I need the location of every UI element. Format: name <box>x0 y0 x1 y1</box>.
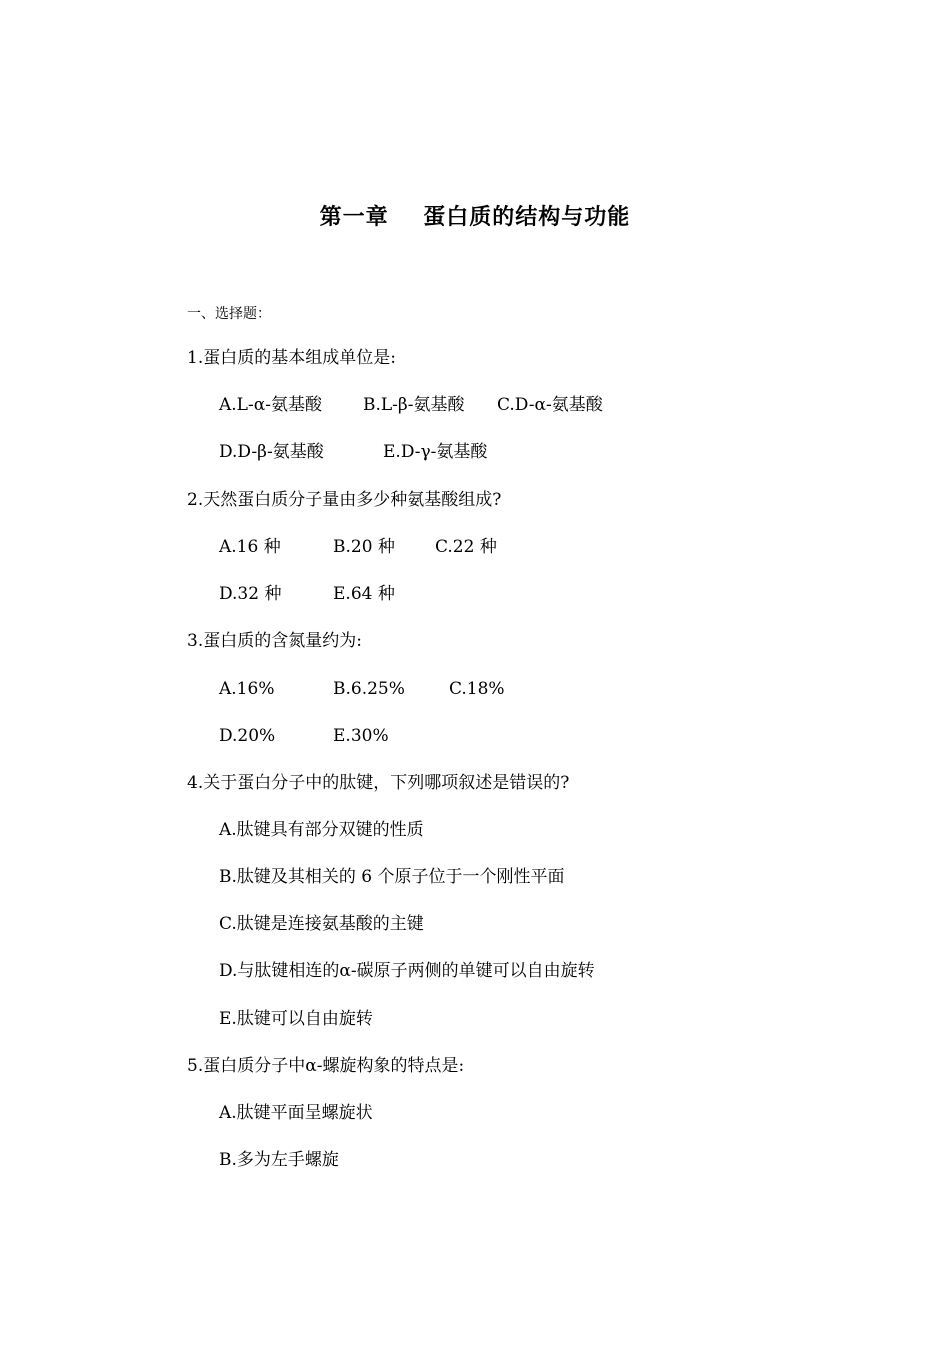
question-3-option-c: C.18% <box>449 679 505 699</box>
question-1-option-e: E.D-γ-氨基酸 <box>383 442 488 462</box>
question-2-option-e: E.64 种 <box>333 584 395 604</box>
question-4-option-c: C.肽键是连接氨基酸的主键 <box>219 914 424 934</box>
question-1-stem: 1.蛋白质的基本组成单位是: <box>187 348 396 368</box>
chapter-title: 第一章 蛋白质的结构与功能 <box>319 205 631 230</box>
question-5-option-b: B.多为左手螺旋 <box>219 1150 339 1170</box>
question-1-option-c: C.D-α-氨基酸 <box>497 395 603 415</box>
question-2-option-a: A.16 种 <box>219 537 281 557</box>
question-4-option-a: A.肽键具有部分双键的性质 <box>219 820 424 840</box>
question-1-option-b: B.L-β-氨基酸 <box>363 395 465 415</box>
question-4-option-d: D.与肽键相连的α-碳原子两侧的单键可以自由旋转 <box>219 961 595 981</box>
question-2-option-b: B.20 种 <box>333 537 395 557</box>
section-heading: 一、选择题： <box>187 306 271 322</box>
question-5-stem: 5.蛋白质分子中α-螺旋构象的特点是: <box>187 1056 465 1076</box>
question-2-option-c: C.22 种 <box>435 537 497 557</box>
question-2-stem: 2.天然蛋白质分子量由多少种氨基酸组成? <box>187 490 502 510</box>
question-4-stem: 4.关于蛋白分子中的肽键，下列哪项叙述是错误的? <box>187 773 570 793</box>
question-3-option-b: B.6.25% <box>333 679 405 699</box>
question-3-option-e: E.30% <box>333 726 389 746</box>
question-3-stem: 3.蛋白质的含氮量约为: <box>187 631 362 651</box>
question-5-option-a: A.肽键平面呈螺旋状 <box>219 1103 373 1123</box>
question-4-option-e: E.肽键可以自由旋转 <box>219 1009 373 1029</box>
question-1-option-d: D.D-β-氨基酸 <box>219 442 324 462</box>
question-2-option-d: D.32 种 <box>219 584 282 604</box>
question-4-option-b: B.肽键及其相关的 6 个原子位于一个刚性平面 <box>219 867 565 887</box>
question-3-option-a: A.16% <box>219 679 275 699</box>
question-1-option-a: A.L-α-氨基酸 <box>219 395 322 415</box>
question-3-option-d: D.20% <box>219 726 276 746</box>
